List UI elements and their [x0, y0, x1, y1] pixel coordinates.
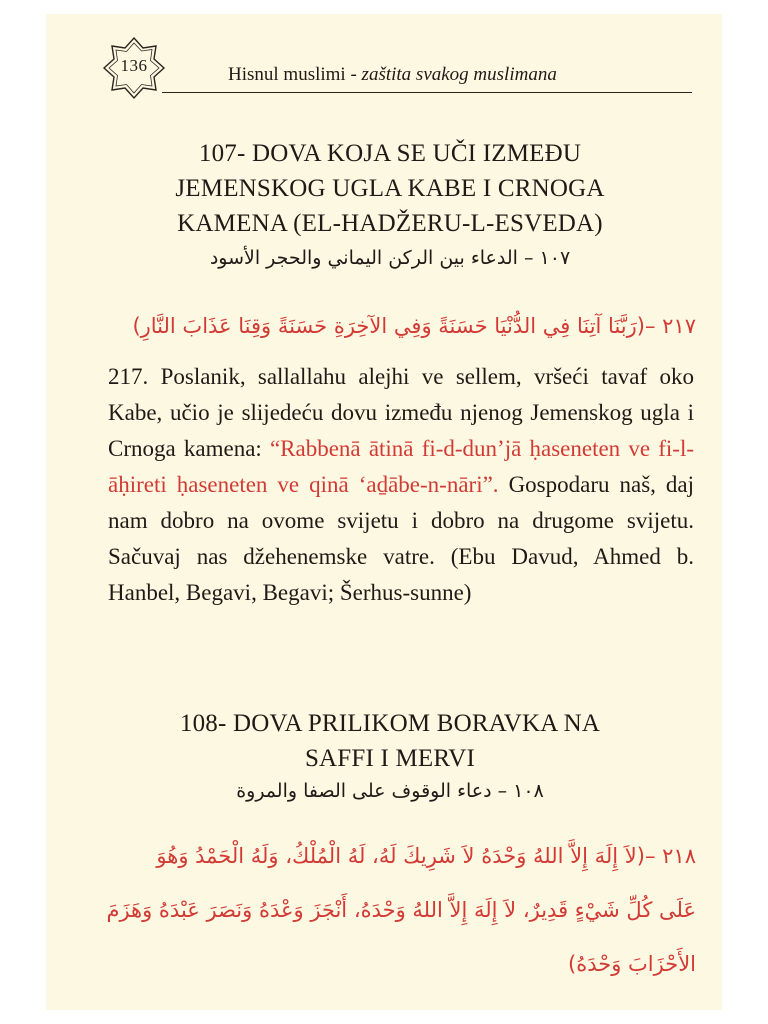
section-107-heading-line: KAMENA (EL-HADŽERU-L-ESVEDA): [177, 210, 603, 237]
section-108-arabic-title: ١٠٨ – دعاء الوقوف على الصفا والمروة: [236, 780, 544, 802]
dua-217-translation: Gospodaru naš, daj nam dobro na ovome svijetu i dobro na drugome svijetu. Sačuvaj nas džehenemske vatre. (Ebu Davud, Ahmed b. Hanbel, Begavi, Begavi; Šerhus-sunne): [108, 472, 694, 605]
dua-218-arabic-line: عَلَى كُلِّ شَيْءٍ قَدِيرٌ، لاَ إِلَهَ إِلاَّ اللهُ وَحْدَهُ، أَنْجَزَ وَعْدَهُ وَنَصَرَ عَبْدَهُ وَهَزَمَ: [106, 898, 696, 922]
book-title: Hisnul muslimi -: [228, 64, 357, 85]
section-108-heading-line: SAFFI I MERVI: [304, 745, 476, 772]
section-107-heading: [106, 136, 674, 241]
running-head: [228, 64, 557, 86]
book-subtitle: zaštita svakog muslimana: [361, 64, 557, 85]
section-107-heading-line: 107- DOVA KOJA SE UČI IZMEĐU: [198, 140, 582, 167]
page-header: [46, 14, 722, 94]
section-108-heading: [106, 706, 674, 776]
section-107-heading-line: JEMENSKOG UGLA KABE I CRNOGA: [175, 175, 605, 202]
book-page: [46, 14, 722, 1010]
dua-218-arabic-line: ٢١٨ –(لاَ إِلَهَ إِلاَّ اللهُ وَحْدَهُ لاَ شَرِيكَ لَهُ، لَهُ الْمُلْكُ، وَلَهُ الْحَمْدُ وَهُوَ: [156, 844, 696, 868]
dua-217-transliteration: “Rabbenā ātinā fi-d-dun’jā ḥaseneten ve fi-l-āḥireti ḥaseneten ve qinā ‘aḏābe-n-nāri”.: [108, 436, 694, 497]
section-108-heading-line: 108- DOVA PRILIKOM BORAVKA NA: [179, 710, 601, 737]
page-number: 136: [120, 56, 148, 75]
header-rule: [162, 92, 692, 93]
section-107-arabic-title: ١٠٧ – الدعاء بين الركن اليماني والحجر الأسود: [209, 247, 571, 269]
hadith-217-text: [108, 359, 694, 611]
page-number-badge: [102, 36, 166, 100]
hadith-217-intro: 217. Poslanik, sallallahu alejhi ve sellem, vršeći tavaf oko Kabe, učio je slijedeću dovu između njenog Jemenskog ugla i Crnoga kamena:: [108, 364, 694, 461]
dua-218-arabic-line: الأَحْزَابَ وَحْدَهُ): [568, 952, 696, 976]
dua-217-arabic: ٢١٧ –(رَبَّنَا آتِنَا فِي الدُّنْيَا حَسَنَةً وَفِي الآخِرَةِ حَسَنَةً وَقِنَا عَذَابَ النَّارِ): [132, 314, 696, 338]
